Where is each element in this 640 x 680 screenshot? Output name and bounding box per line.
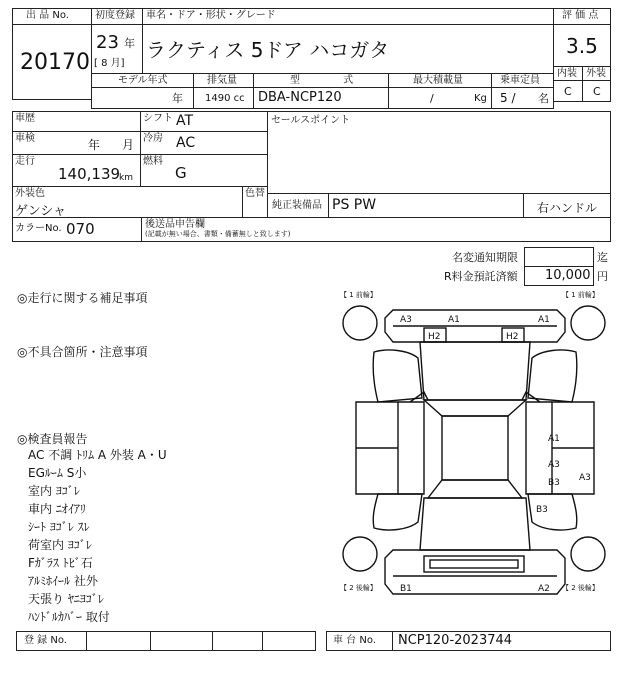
note-line: Fｶﾞﾗｽ ﾄﾋﾞ石 — [28, 556, 93, 570]
reg-no-label: 登 録 No. — [24, 635, 67, 646]
fuel-value: G — [175, 164, 187, 182]
handle-position: 右ハンドル — [537, 201, 598, 215]
lot-label: 出 品 No. — [26, 10, 69, 21]
model-year-unit: 年 — [172, 92, 183, 105]
score-label: 評 価 点 — [562, 10, 599, 21]
reg-month: [ 8 月] — [94, 58, 125, 69]
capacity-value: 5 / — [500, 91, 516, 105]
damage-mark: A1 — [548, 434, 560, 444]
displacement-value: 1490 cc — [205, 93, 245, 104]
car-damage-diagram — [338, 288, 612, 608]
recycle-label: R料金預託済額 — [444, 270, 518, 283]
fuel-label: 燃料 — [143, 156, 163, 167]
driving-notes-title: ◎走行に関する補足事項 — [17, 291, 148, 305]
shift-value: AT — [176, 113, 194, 129]
inspection-month: 月 — [122, 138, 135, 152]
docs-note: (記載が無い場合、書類・備蓄無しと致します) — [145, 230, 291, 238]
exterior-grade: C — [593, 85, 601, 98]
inspection-year: 年 — [88, 138, 101, 152]
note-line: ｼｰﾄ ﾖｺﾞﾚ ｽﾚ — [28, 520, 90, 534]
chassis-number: NCP120-2023744 — [398, 633, 513, 648]
damage-mark: H2 — [428, 332, 441, 342]
interior-label: 内装 — [557, 68, 577, 79]
damage-mark: B1 — [400, 584, 412, 594]
lot-number: 20170 — [20, 50, 90, 75]
note-line: 荷室内 ﾖｺﾞﾚ — [28, 538, 92, 552]
type-label: 型 式 — [290, 75, 354, 86]
rear-left-wheel-label: 【 2 後輪】 — [340, 584, 377, 592]
damage-mark: A3 — [548, 460, 560, 470]
note-line: ｱﾙﾐﾎｲｰﾙ 社外 — [28, 574, 98, 588]
mileage-label: 走行 — [15, 156, 35, 167]
color-no-label: カラーNo. — [15, 223, 62, 234]
displacement-label: 排気量 — [207, 75, 237, 86]
capacity-unit: 名 — [538, 92, 549, 105]
model-year-label: モデル年式 — [118, 75, 168, 86]
damage-mark: B3 — [548, 478, 560, 488]
note-line: EGﾙｰﾑ S小 — [28, 466, 87, 480]
first-reg-label: 初度登録 — [95, 10, 135, 21]
note-line: AC 不調 ﾄﾘﾑ A 外装 A・U — [28, 448, 167, 462]
mileage-unit: km — [119, 173, 133, 183]
load-unit: Kg — [474, 93, 487, 104]
chassis-label: 車 台 No. — [333, 635, 376, 646]
color-value: ゲンシャ — [15, 204, 67, 219]
exterior-label: 外装 — [586, 68, 606, 79]
car-name: ラクティス 5ドア ハコガタ — [146, 38, 390, 62]
damage-mark: A1 — [538, 315, 550, 325]
max-load-label: 最大積載量 — [413, 75, 463, 86]
damage-mark: B3 — [536, 505, 548, 515]
rear-right-wheel-label: 【 2 後輪】 — [562, 584, 599, 592]
history-label: 車歴 — [15, 113, 35, 124]
ac-label: 冷房 — [143, 133, 163, 144]
car-name-label: 車名・ドア・形状・グレード — [146, 10, 276, 21]
ac-value: AC — [176, 135, 196, 151]
score-value: 3.5 — [566, 34, 598, 58]
inspector-report-title: ◎検査員報告 — [17, 432, 88, 446]
defect-notes-title: ◎不具合箇所・注意事項 — [17, 345, 148, 359]
docs-label: 後送品申告欄 — [145, 219, 205, 230]
damage-mark: A1 — [448, 315, 460, 325]
damage-mark: A3 — [579, 473, 591, 483]
name-change-unit: 迄 — [597, 251, 608, 264]
interior-grade: C — [564, 85, 572, 98]
front-left-wheel-label: 【 1 前輪】 — [340, 291, 377, 299]
note-line: 天張り ﾔﾆﾖｺﾞﾚ — [28, 592, 104, 606]
recycle-unit: 円 — [597, 270, 608, 283]
reg-year: 23 — [96, 32, 119, 53]
note-line: 室内 ﾖｺﾞﾚ — [28, 484, 80, 498]
load-slash: / — [430, 92, 434, 105]
color-no-value: 070 — [66, 220, 95, 238]
damage-mark: A2 — [538, 584, 550, 594]
damage-mark: H2 — [506, 332, 519, 342]
inspector-notes — [28, 446, 308, 626]
capacity-label: 乗車定員 — [500, 75, 540, 86]
note-line: ﾊﾝﾄﾞﾙｶﾊﾞｰ 取付 — [28, 610, 110, 624]
name-change-box — [524, 247, 594, 267]
note-line: 車内 ﾆｵｲｱﾘ — [28, 502, 86, 516]
mileage-value: 140,139 — [58, 165, 121, 183]
damage-mark: A3 — [400, 315, 412, 325]
sales-point-label: セールスポイント — [271, 115, 351, 126]
shift-label: シフト — [143, 113, 173, 124]
front-right-wheel-label: 【 1 前輪】 — [562, 291, 599, 299]
name-change-label: 名変通知期限 — [452, 251, 518, 264]
recycle-amount: 10,000 — [545, 268, 591, 283]
equipment-label: 純正装備品 — [272, 200, 322, 211]
color-change-label: 色替 — [245, 188, 265, 199]
equipment-value: PS PW — [332, 197, 377, 213]
model-type: DBA-NCP120 — [258, 90, 342, 105]
reg-year-unit: 年 — [124, 37, 135, 50]
inspection-label: 車検 — [15, 133, 35, 144]
color-label: 外装色 — [15, 188, 45, 199]
